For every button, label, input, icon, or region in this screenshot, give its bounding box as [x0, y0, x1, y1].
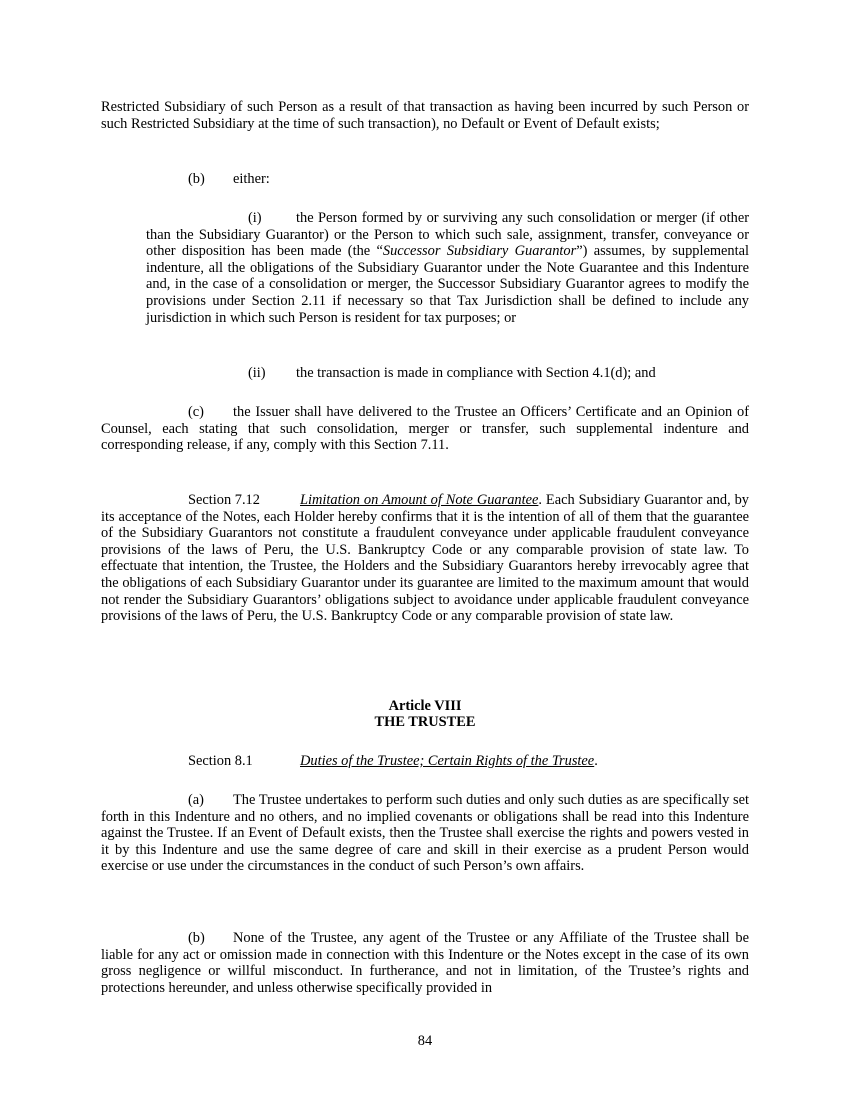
section-title: Limitation on Amount of Note Guarantee — [300, 492, 539, 508]
page-number: 84 — [417, 1033, 433, 1049]
section-7-12: Section 7.12 Limitation on Amount of Note Guarantee. Each Subsidiary Guarantor and, by its acceptance of the Notes, each Holder hereby confirms that it is the intention of all of them that the guarantee of the Subsidiary Guarantors not constitute a fraudulent conveyance under applicable fraudulent conveyance provisions of the laws of Peru, the U.S. Bankruptcy Code or any comparable provision of state law. To effectuate that intention, the Trustee, the Holders and the Subsidiary Guarantors hereby irrevocably agree that the obligations of each Subsidiary Guarantor under its guarantee are limited to the maximum amount that would not render the Subsidiary Guarantors’ obligations subject to avoidance under applicable fraudulent conveyance provisions of the laws of Peru, the U.S. Bankruptcy Code or any comparable provision of state law. — [101, 492, 750, 625]
article-number: Article VIII — [388, 698, 462, 714]
section-title: Duties of the Trustee; Certain Rights of the Trustee — [300, 753, 595, 769]
clause-c: (c) the Issuer shall have delivered to the Trustee an Officers’ Certificate and an Opinion of Counsel, each stating that such consolidation, merger or transfer, such supplemental indenture and corresponding release, if any, comply with this Section 7.11. — [101, 404, 749, 454]
clause-b-ii: (ii) the transaction is made in compliance with Section 4.1(d); and — [248, 365, 656, 381]
section-8-1-heading: Section 8.1 Duties of the Trustee; Certain Rights of the Trustee. — [188, 753, 598, 769]
section-number: Section 8.1 — [188, 753, 253, 769]
clause-8-1-b: (b) None of the Trustee, any agent of the Trustee or any Affiliate of the Trustee shall be liable for any act or omission made in connection with this Indenture or the Notes except in the case of its own gross negligence or willful misconduct. In furtherance, and not in limitation, of the Trustee’s rights and protections hereunder, and unless otherwise specifically provided in — [101, 930, 749, 996]
section-number: Section 7.12 — [188, 492, 260, 508]
clause-8-1-a: (a) The Trustee undertakes to perform such duties and only such duties as are specifically set forth in this Indenture and no others, and no implied covenants or obligations shall be read into this Indenture against the Trustee. If an Event of Default exists, then the Trustee shall exercise the rights and powers vested in it by this Indenture and use the same degree of care and skill in their exercise as a prudent Person would exercise or use under the circumstances in the conduct of such Person’s own affairs. — [101, 792, 749, 875]
paragraph-continuation: Restricted Subsidiary of such Person as a result of that transaction as having been incurred by such Person or such Restricted Subsidiary at the time of such transaction), no Default or Event of Default exists; — [101, 99, 749, 132]
clause-b: (b) either: — [188, 171, 270, 187]
clause-b-i: (i) the Person formed by or surviving any such consolidation or merger (if other than the Subsidiary Guarantor) or the Person to which such sale, assignment, transfer, conveyance or other disposition has been made (the “Successor Subsidiary Guarantor”) assumes, by supplemental indenture, all the obligations of the Subsidiary Guarantor under the Note Guarantee and this Indenture and, in the case of a consolidation or merger, the Successor Subsidiary Guarantor agrees to modify the provisions under Section 2.11 if necessary so that Tax Jurisdiction shall be defined to include any jurisdiction in which such Person is resident for tax purposes; or — [146, 210, 750, 326]
article-title: THE TRUSTEE — [374, 714, 476, 730]
